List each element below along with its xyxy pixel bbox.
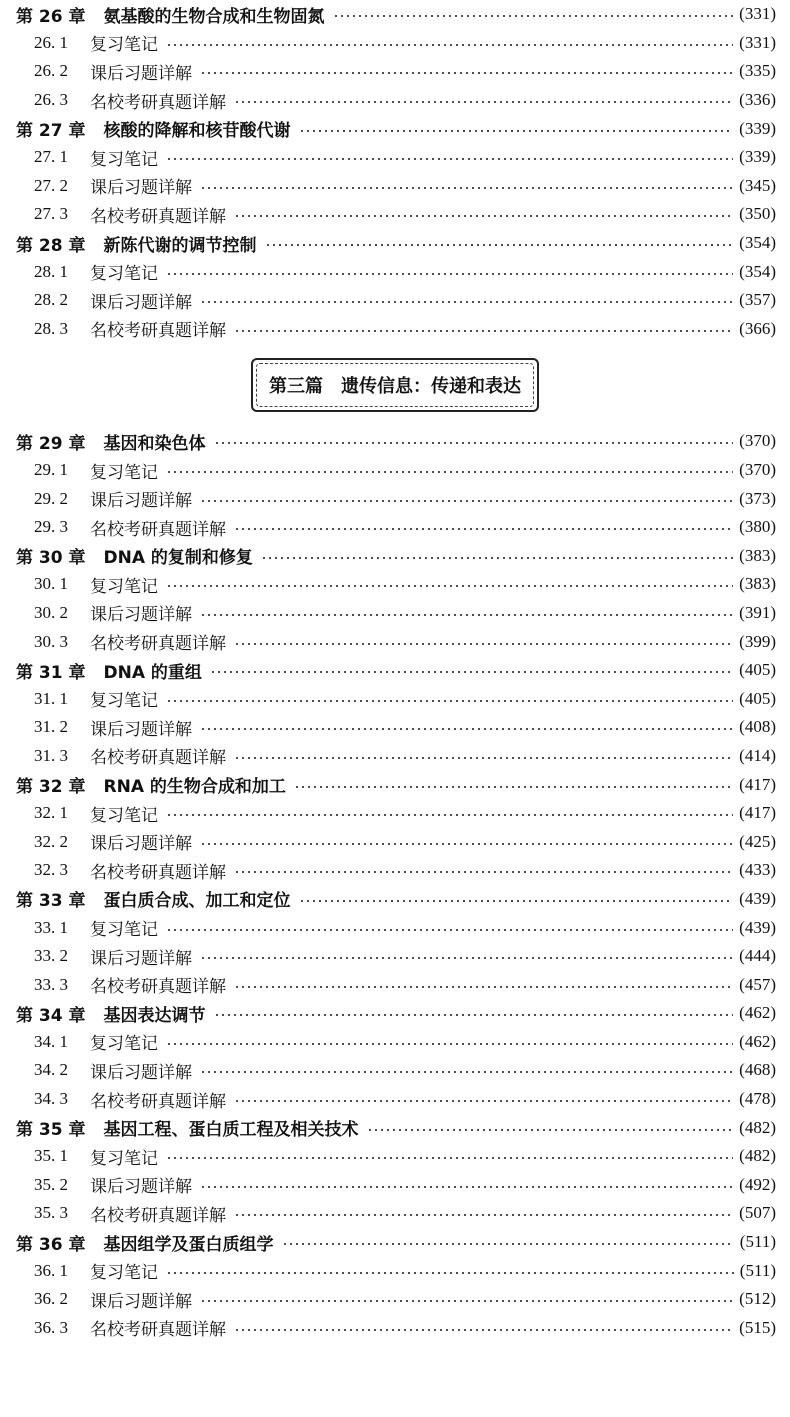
chapter-title: RNA 的生物合成和加工 [103, 777, 286, 798]
toc-section-row[interactable] [0, 143, 790, 172]
chapter-number: 第 33 章 [16, 891, 86, 912]
section-title: 名校考研真题详解 [90, 862, 226, 883]
toc-section-row[interactable] [0, 1085, 790, 1114]
dot-leader [234, 986, 733, 988]
chapter-title: 蛋白质合成、加工和定位 [103, 891, 291, 912]
toc-block-part3 [0, 427, 790, 1342]
page-number: (511) [739, 1232, 776, 1252]
section-number: 34. 2 [34, 1060, 68, 1080]
page-number: (482) [739, 1146, 776, 1166]
chapter-title: 基因组学及蛋白质组学 [103, 1234, 274, 1255]
toc-section-row[interactable] [0, 57, 790, 86]
dot-leader [333, 15, 734, 17]
page-number: (511) [739, 1260, 776, 1280]
toc-section-row[interactable] [0, 856, 790, 885]
dot-leader [210, 671, 733, 673]
chapter-title: DNA 的复制和修复 [103, 548, 253, 569]
toc-section-row[interactable] [0, 713, 790, 742]
dot-leader [200, 957, 733, 959]
section-title: 名校考研真题详解 [90, 92, 226, 113]
dot-leader [166, 158, 733, 160]
section-title: 复习笔记 [90, 920, 158, 941]
section-number: 33. 3 [34, 974, 68, 994]
page-number: (345) [739, 175, 776, 195]
toc-chapter-row[interactable] [0, 229, 790, 258]
section-number: 32. 1 [34, 803, 68, 823]
toc-chapter-row[interactable] [0, 427, 790, 456]
dot-leader [200, 843, 733, 845]
section-number: 28. 3 [34, 318, 68, 338]
chapter-number: 第 26 章 [16, 6, 86, 27]
toc-section-row[interactable] [0, 827, 790, 856]
dot-leader [200, 1071, 733, 1073]
section-title: 名校考研真题详解 [90, 1091, 226, 1112]
page-number: (408) [739, 717, 776, 737]
section-title: 课后习题详解 [90, 491, 192, 512]
dot-leader [261, 557, 733, 559]
page-number: (370) [739, 460, 776, 480]
toc-chapter-row[interactable] [0, 0, 790, 29]
section-title: 复习笔记 [90, 805, 158, 826]
page-number: (339) [739, 147, 776, 167]
dot-leader [200, 500, 733, 502]
section-number: 34. 3 [34, 1089, 68, 1109]
dot-leader [166, 1157, 733, 1159]
dot-leader [234, 1100, 733, 1102]
dot-leader [234, 528, 733, 530]
section-number: 28. 1 [34, 261, 68, 281]
section-title: 复习笔记 [90, 462, 158, 483]
section-number: 31. 3 [34, 745, 68, 765]
section-number: 28. 2 [34, 290, 68, 310]
part-title: 第三篇 遗传信息：传递和表达 [251, 358, 539, 412]
section-number: 32. 3 [34, 860, 68, 880]
section-number: 27. 3 [34, 204, 68, 224]
section-title: 课后习题详解 [90, 63, 192, 84]
toc-section-row[interactable] [0, 1256, 790, 1285]
dot-leader [282, 1243, 734, 1245]
dot-leader [200, 1186, 733, 1188]
section-title: 课后习题详解 [90, 1291, 192, 1312]
chapter-number: 第 29 章 [16, 433, 86, 454]
page-number: (462) [739, 1031, 776, 1051]
page-number: (414) [739, 745, 776, 765]
chapter-number: 第 32 章 [16, 777, 86, 798]
toc-chapter-row[interactable] [0, 114, 790, 143]
chapter-title: 基因和染色体 [103, 433, 206, 454]
section-number: 35. 3 [34, 1203, 68, 1223]
dot-leader [166, 585, 733, 587]
page-number: (457) [739, 974, 776, 994]
toc-chapter-row[interactable] [0, 656, 790, 685]
toc-section-row[interactable] [0, 799, 790, 828]
page-number: (417) [739, 774, 776, 794]
section-title: 课后习题详解 [90, 292, 192, 313]
section-number: 33. 2 [34, 946, 68, 966]
page-number: (354) [739, 261, 776, 281]
section-title: 名校考研真题详解 [90, 1205, 226, 1226]
dot-leader [166, 471, 733, 473]
chapter-number: 第 36 章 [16, 1234, 86, 1255]
section-number: 29. 1 [34, 460, 68, 480]
chapter-title: 新陈代谢的调节控制 [103, 235, 257, 256]
toc-chapter-row[interactable] [0, 1113, 790, 1142]
page-number: (433) [739, 860, 776, 880]
section-number: 36. 2 [34, 1289, 68, 1309]
dot-leader [214, 1014, 734, 1016]
dot-leader [166, 929, 733, 931]
section-number: 31. 2 [34, 717, 68, 737]
toc-section-row[interactable] [0, 315, 790, 344]
dot-leader [294, 786, 733, 788]
page-number: (417) [739, 803, 776, 823]
page-number: (373) [739, 488, 776, 508]
section-title: 课后习题详解 [90, 1062, 192, 1083]
chapter-number: 第 34 章 [16, 1005, 86, 1026]
section-title: 名校考研真题详解 [90, 748, 226, 769]
toc-section-row[interactable] [0, 599, 790, 628]
page-number: (357) [739, 290, 776, 310]
dot-leader [234, 757, 733, 759]
page-number: (444) [739, 946, 776, 966]
section-title: 名校考研真题详解 [90, 321, 226, 342]
dot-leader [367, 1129, 734, 1131]
toc-section-row[interactable] [0, 627, 790, 656]
section-title: 课后习题详解 [90, 178, 192, 199]
dot-leader [299, 130, 734, 132]
section-number: 26. 3 [34, 90, 68, 110]
toc-section-row[interactable] [0, 456, 790, 485]
section-title: 名校考研真题详解 [90, 519, 226, 540]
section-number: 30. 3 [34, 631, 68, 651]
section-title: 复习笔记 [90, 576, 158, 597]
section-title: 复习笔记 [90, 149, 158, 170]
section-title: 复习笔记 [90, 1148, 158, 1169]
toc-section-row[interactable] [0, 742, 790, 771]
page-number: (492) [739, 1174, 776, 1194]
toc-section-row[interactable] [0, 970, 790, 999]
toc-section-row[interactable] [0, 1056, 790, 1085]
dot-leader [166, 273, 733, 275]
page-number: (335) [739, 61, 776, 81]
dot-leader [166, 814, 733, 816]
dot-leader [200, 72, 733, 74]
chapter-number: 第 35 章 [16, 1120, 86, 1141]
dot-leader [200, 1300, 733, 1302]
chapter-title: 基因工程、蛋白质工程及相关技术 [103, 1120, 359, 1141]
page-number: (380) [739, 517, 776, 537]
section-title: 课后习题详解 [90, 1177, 192, 1198]
section-title: 名校考研真题详解 [90, 634, 226, 655]
part-heading-box [0, 343, 790, 427]
page-number: (425) [739, 831, 776, 851]
page-number: (399) [739, 631, 776, 651]
section-number: 36. 1 [34, 1260, 68, 1280]
section-title: 名校考研真题详解 [90, 977, 226, 998]
section-title: 复习笔记 [90, 264, 158, 285]
page-number: (354) [739, 233, 776, 253]
dot-leader [166, 44, 733, 46]
toc-section-row[interactable] [0, 684, 790, 713]
section-number: 30. 2 [34, 602, 68, 622]
section-number: 26. 2 [34, 61, 68, 81]
section-title: 复习笔记 [90, 1263, 158, 1284]
toc-section-row[interactable] [0, 1314, 790, 1343]
page-number: (366) [739, 318, 776, 338]
chapter-number: 第 30 章 [16, 548, 86, 569]
dot-leader [166, 1272, 734, 1274]
section-number: 35. 1 [34, 1146, 68, 1166]
section-title: 课后习题详解 [90, 834, 192, 855]
section-number: 30. 1 [34, 574, 68, 594]
section-title: 课后习题详解 [90, 948, 192, 969]
page-number: (383) [739, 545, 776, 565]
page-number: (462) [739, 1003, 776, 1023]
page-number: (370) [739, 431, 776, 451]
section-title: 名校考研真题详解 [90, 206, 226, 227]
toc-section-row[interactable] [0, 942, 790, 971]
chapter-number: 第 31 章 [16, 662, 86, 683]
dot-leader [200, 187, 733, 189]
section-number: 27. 1 [34, 147, 68, 167]
toc-section-row[interactable] [0, 286, 790, 315]
section-number: 33. 1 [34, 917, 68, 937]
section-title: 名校考研真题详解 [90, 1320, 226, 1341]
section-title: 课后习题详解 [90, 605, 192, 626]
dot-leader [234, 330, 733, 332]
toc-chapter-row[interactable] [0, 885, 790, 914]
section-number: 35. 2 [34, 1174, 68, 1194]
toc-section-row[interactable] [0, 513, 790, 542]
toc-chapter-row[interactable] [0, 542, 790, 571]
toc-chapter-row[interactable] [0, 999, 790, 1028]
dot-leader [214, 442, 734, 444]
toc-section-row[interactable] [0, 257, 790, 286]
dot-leader [200, 614, 733, 616]
toc-section-row[interactable] [0, 913, 790, 942]
dot-leader [234, 643, 733, 645]
page-number: (507) [739, 1203, 776, 1223]
page-number: (482) [739, 1117, 776, 1137]
page-number: (515) [739, 1317, 776, 1337]
chapter-number: 第 28 章 [16, 235, 86, 256]
page-number: (468) [739, 1060, 776, 1080]
section-number: 32. 2 [34, 831, 68, 851]
toc-section-row[interactable] [0, 29, 790, 58]
chapter-title: 核酸的降解和核苷酸代谢 [103, 121, 291, 142]
toc-section-row[interactable] [0, 484, 790, 513]
toc-section-row[interactable] [0, 1028, 790, 1057]
page-number: (331) [739, 32, 776, 52]
page-number: (336) [739, 90, 776, 110]
section-title: 复习笔记 [90, 1034, 158, 1055]
toc-section-row[interactable] [0, 1285, 790, 1314]
toc-block-part2 [0, 0, 790, 343]
section-number: 29. 3 [34, 517, 68, 537]
section-number: 31. 1 [34, 688, 68, 708]
section-number: 34. 1 [34, 1031, 68, 1051]
section-title: 复习笔记 [90, 35, 158, 56]
section-title: 课后习题详解 [90, 719, 192, 740]
toc-section-row[interactable] [0, 200, 790, 229]
chapter-number: 第 27 章 [16, 121, 86, 142]
section-title: 复习笔记 [90, 691, 158, 712]
page-number: (512) [739, 1289, 776, 1309]
toc-section-row[interactable] [0, 1142, 790, 1171]
page-number: (383) [739, 574, 776, 594]
chapter-title: DNA 的重组 [103, 662, 202, 683]
chapter-title: 氨基酸的生物合成和生物固氮 [103, 6, 325, 27]
dot-leader [200, 301, 733, 303]
toc-section-row[interactable] [0, 86, 790, 115]
toc-section-row[interactable] [0, 172, 790, 201]
section-number: 29. 2 [34, 488, 68, 508]
page-number: (350) [739, 204, 776, 224]
dot-leader [166, 1043, 733, 1045]
section-number: 27. 2 [34, 175, 68, 195]
dot-leader [234, 1329, 733, 1331]
toc-section-row[interactable] [0, 570, 790, 599]
toc-section-row[interactable] [0, 1199, 790, 1228]
dot-leader [234, 215, 733, 217]
section-number: 36. 3 [34, 1317, 68, 1337]
page-number: (405) [739, 688, 776, 708]
chapter-title: 基因表达调节 [103, 1005, 206, 1026]
dot-leader [234, 871, 733, 873]
section-number: 26. 1 [34, 32, 68, 52]
page-number: (478) [739, 1089, 776, 1109]
page-number: (439) [739, 888, 776, 908]
toc-section-row[interactable] [0, 1171, 790, 1200]
page-number: (331) [739, 4, 776, 24]
page-number: (405) [739, 660, 776, 680]
dot-leader [200, 728, 733, 730]
toc-chapter-row[interactable] [0, 770, 790, 799]
dot-leader [234, 1214, 733, 1216]
toc-chapter-row[interactable] [0, 1228, 790, 1257]
page-number: (391) [739, 602, 776, 622]
page-number: (439) [739, 917, 776, 937]
page-number: (339) [739, 118, 776, 138]
dot-leader [299, 900, 734, 902]
dot-leader [265, 244, 734, 246]
dot-leader [234, 101, 733, 103]
dot-leader [166, 700, 733, 702]
